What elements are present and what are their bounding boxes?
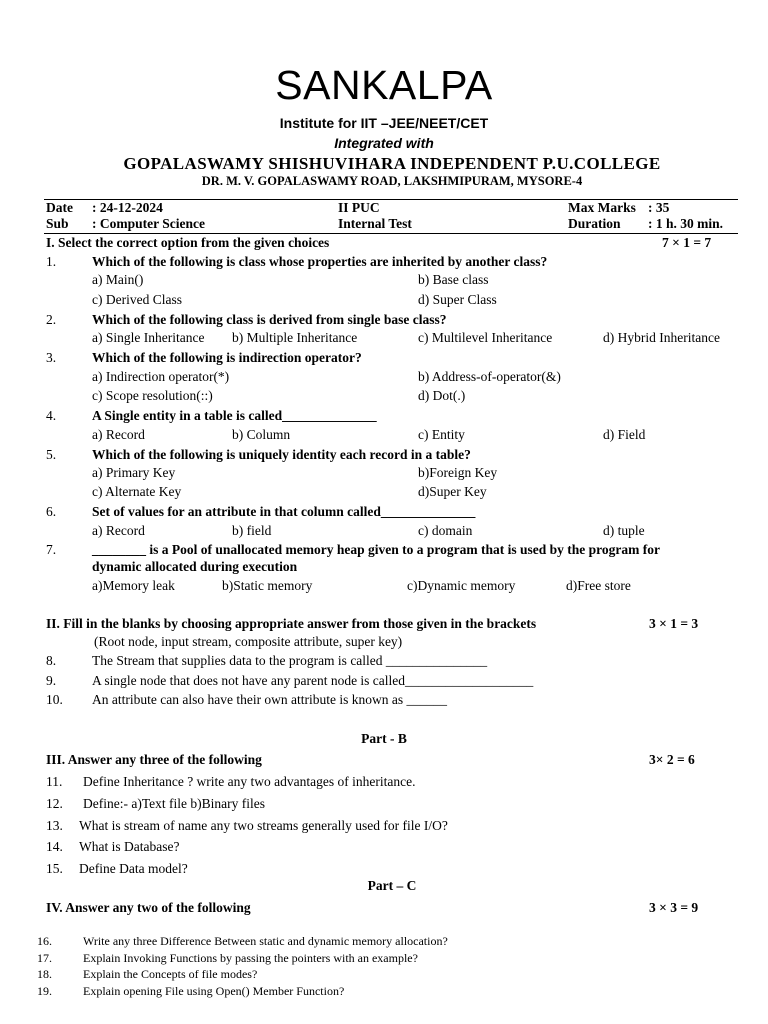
question-18-text: Explain the Concepts of file modes? bbox=[83, 967, 258, 981]
question-number: 18. bbox=[37, 967, 52, 981]
option-a: a) Main() bbox=[92, 272, 144, 287]
question-text: A Single entity in a table is called______________ bbox=[92, 408, 377, 423]
section-2-heading: II. Fill in the blanks by choosing appropriate answer from those given in the brackets bbox=[46, 616, 537, 631]
option-a: a) Record bbox=[92, 523, 145, 538]
section-4-heading: IV. Answer any two of the following bbox=[46, 900, 251, 915]
question-number: 13. bbox=[46, 818, 63, 833]
question-number: 14. bbox=[46, 839, 63, 854]
option-d: d) Field bbox=[603, 427, 646, 442]
college-name: GOPALASWAMY SHISHUVIHARA INDEPENDENT P.U.COLLEGE bbox=[123, 154, 661, 173]
question-number: 11. bbox=[46, 774, 63, 789]
subject-label: Sub bbox=[46, 216, 69, 231]
question-text: Which of the following is class whose properties are inherited by another class? bbox=[92, 254, 548, 269]
question-12-text: Define:- a)Text file b)Binary files bbox=[83, 796, 265, 811]
max-marks-value: : 35 bbox=[648, 200, 670, 215]
question-11-text: Define Inheritance ? write any two advantages of inheritance. bbox=[83, 774, 416, 789]
question-text: Which of the following class is derived from single base class? bbox=[92, 312, 447, 327]
question-number: 7. bbox=[46, 542, 57, 557]
question-8-text: The Stream that supplies data to the program is called _______________ bbox=[92, 653, 488, 668]
duration-label: Duration bbox=[568, 216, 621, 231]
question-16-text: Write any three Difference Between static and dynamic memory allocation? bbox=[83, 934, 448, 948]
class-label: II PUC bbox=[338, 200, 380, 215]
option-d: d) Hybrid Inheritance bbox=[603, 330, 720, 345]
option-c: c) Derived Class bbox=[92, 292, 182, 307]
question-14-text: What is Database? bbox=[79, 839, 180, 854]
question-number: 4. bbox=[46, 408, 57, 423]
question-text-line-2: dynamic allocated during execution bbox=[92, 559, 298, 574]
option-b: b)Foreign Key bbox=[418, 465, 498, 480]
option-c: c) Multilevel Inheritance bbox=[418, 330, 553, 345]
integrated-with: Integrated with bbox=[334, 135, 434, 151]
option-b: b) Column bbox=[232, 427, 291, 442]
option-a: a)Memory leak bbox=[92, 578, 175, 593]
section-1-marks: 7 × 1 = 7 bbox=[662, 235, 712, 250]
question-number: 10. bbox=[46, 692, 63, 707]
question-number: 15. bbox=[46, 861, 63, 876]
question-number: 6. bbox=[46, 504, 57, 519]
question-number: 5. bbox=[46, 447, 57, 462]
section-4-marks: 3 × 3 = 9 bbox=[649, 900, 699, 915]
question-13-text: What is stream of name any two streams generally used for file I/O? bbox=[79, 818, 448, 833]
section-2-marks: 3 × 1 = 3 bbox=[649, 616, 699, 631]
test-name: Internal Test bbox=[338, 216, 412, 231]
page-title: SANKALPA bbox=[275, 62, 493, 108]
question-9-text: A single node that does not have any parent node is called___________________ bbox=[92, 673, 534, 688]
question-text: Which of the following is uniquely identity each record in a table? bbox=[92, 447, 471, 462]
part-b-title: Part - B bbox=[361, 731, 407, 746]
answer-options: (Root node, input stream, composite attribute, super key) bbox=[94, 634, 403, 649]
question-19-text: Explain opening File using Open() Member Function? bbox=[83, 984, 345, 998]
option-d: d)Free store bbox=[566, 578, 631, 593]
option-c: c)Dynamic memory bbox=[407, 578, 516, 593]
option-b: b) Base class bbox=[418, 272, 489, 287]
option-a: a) Indirection operator(*) bbox=[92, 369, 230, 384]
question-text: Set of values for an attribute in that column called______________ bbox=[92, 504, 476, 519]
option-d: d) Super Class bbox=[418, 292, 497, 307]
question-text-line-1: ________ is a Pool of unallocated memory heap given to a program that is used by the program for bbox=[92, 542, 660, 557]
question-15-text: Define Data model? bbox=[79, 861, 188, 876]
option-c: c) Scope resolution(::) bbox=[92, 388, 213, 403]
question-number: 12. bbox=[46, 796, 63, 811]
question-number: 17. bbox=[37, 951, 52, 965]
option-b: b) field bbox=[232, 523, 272, 538]
question-number: 19. bbox=[37, 984, 52, 998]
option-a: a) Primary Key bbox=[92, 465, 176, 480]
subject-value: : Computer Science bbox=[92, 216, 205, 231]
question-10-text: An attribute can also have their own attribute is known as ______ bbox=[92, 692, 448, 707]
header-rule-bottom bbox=[44, 233, 738, 234]
option-d: d) tuple bbox=[603, 523, 645, 538]
option-b: b) Multiple Inheritance bbox=[232, 330, 358, 345]
option-c: c) domain bbox=[418, 523, 473, 538]
institute-subtitle: Institute for IIT –JEE/NEET/CET bbox=[279, 115, 489, 131]
option-d: d)Super Key bbox=[418, 484, 487, 499]
option-d: d) Dot(.) bbox=[418, 388, 466, 403]
date-value: : 24-12-2024 bbox=[92, 200, 163, 215]
question-17-text: Explain Invoking Functions by passing the pointers with an example? bbox=[83, 951, 418, 965]
question-number: 8. bbox=[46, 653, 57, 668]
option-c: c) Entity bbox=[418, 427, 465, 442]
option-b: b)Static memory bbox=[222, 578, 313, 593]
part-c-title: Part – C bbox=[367, 878, 417, 893]
question-text: Which of the following is indirection operator? bbox=[92, 350, 362, 365]
option-b: b) Address-of-operator(&) bbox=[418, 369, 561, 384]
section-3-marks: 3× 2 = 6 bbox=[649, 752, 695, 767]
option-c: c) Alternate Key bbox=[92, 484, 182, 499]
date-label: Date bbox=[46, 200, 73, 215]
question-number: 2. bbox=[46, 312, 57, 327]
college-address: DR. M. V. GOPALASWAMY ROAD, LAKSHMIPURAM, MYSORE-4 bbox=[201, 174, 583, 188]
section-3-heading: III. Answer any three of the following bbox=[46, 752, 262, 767]
question-number: 1. bbox=[46, 254, 57, 269]
question-number: 3. bbox=[46, 350, 57, 365]
question-number: 9. bbox=[46, 673, 57, 688]
max-marks-label: Max Marks bbox=[568, 200, 636, 215]
duration-value: : 1 h. 30 min. bbox=[648, 216, 724, 231]
section-1-heading: I. Select the correct option from the given choices bbox=[46, 235, 330, 250]
option-a: a) Single Inheritance bbox=[92, 330, 205, 345]
question-number: 16. bbox=[37, 934, 52, 948]
option-a: a) Record bbox=[92, 427, 145, 442]
